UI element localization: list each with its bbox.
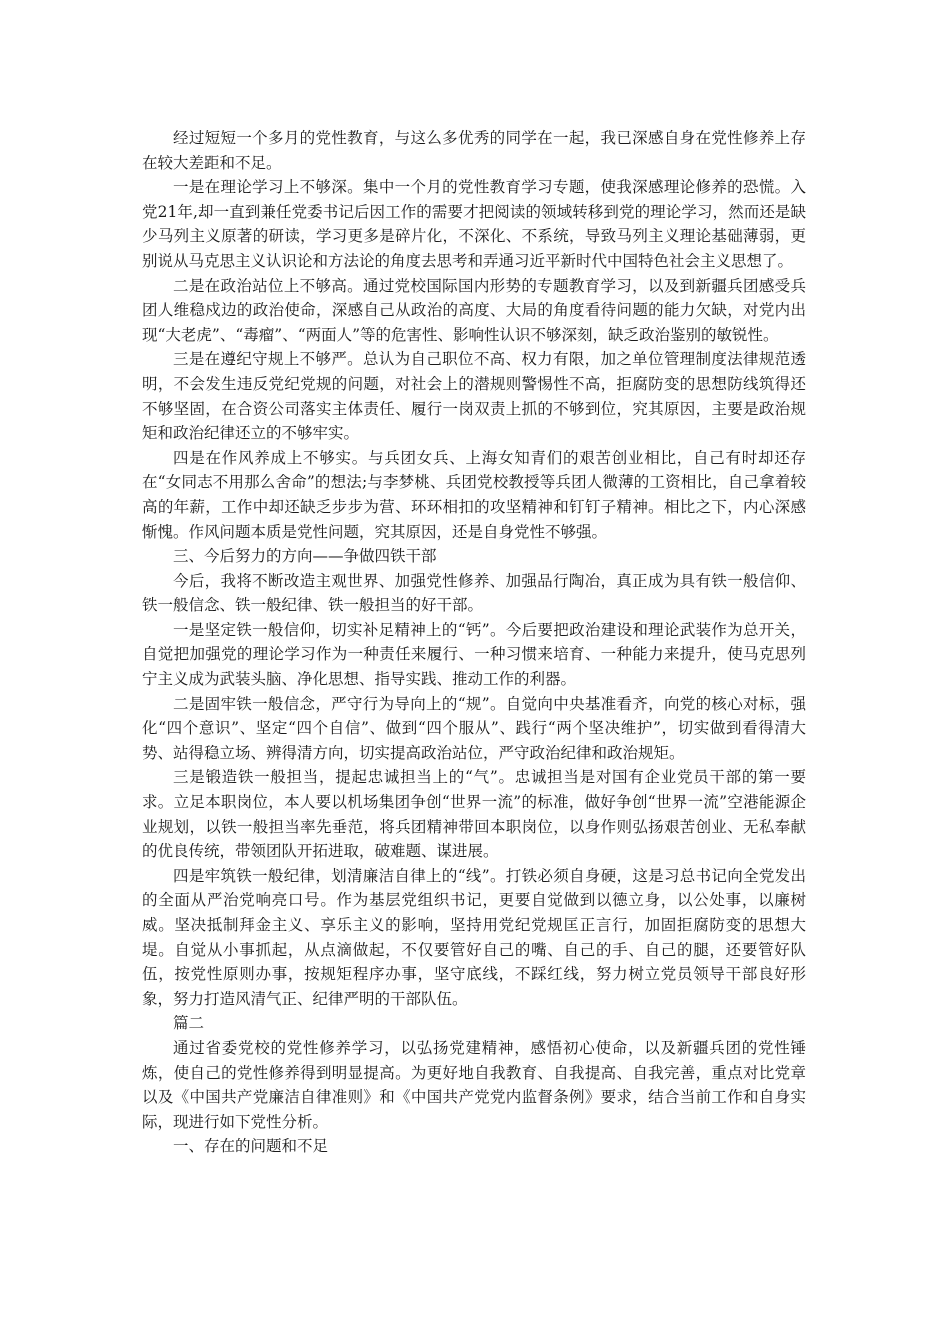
paragraph-iron-discipline: 四是牢筑铁一般纪律，划清廉洁自律上的“线”。打铁必须自身硬，这是习总书记向全党发出的全面从严治党响亮口号。作为基层党组织书记，更要自觉做到以德立身，以公处事，以廉树威。坚决抵制拜金主义、享乐主义的影响，坚持用党纪党规匡正言行，加固拒腐防变的思想大堤。自觉从小事抓起，从点滴做起，不仅要管好自己的嘴、自己的手、自己的腿，还要管好队伍，按党性原则办事，按规矩程序办事，坚守底线，不踩红线，努力树立党员领导干部良好形象，努力打造风清气正、纪律严明的干部队伍。: [142, 866, 806, 1008]
paragraph-faith: 一是坚定铁一般信仰，切实补足精神上的“钙”。今后要把政治建设和理论武装作为总开关，自觉把加强党的理论学习作为一种责任来履行、一种习惯来培育、一种能力来提升，使马克思列宁主义成为武装头脑、净化思想、指导实践、推动工作的利器。: [142, 620, 806, 689]
paragraph-responsibility: 三是锻造铁一般担当，提起忠诚担当上的“气”。忠诚担当是对国有企业党员干部的第一要求。立足本职岗位，本人要以机场集团争创“世界一流”的标准，做好争创“世界一流”空港能源企业规划，以铁一般担当率先垂范，将兵团精神带回本职岗位，以身作则弘扬艰苦创业、无私奉献的优良传统，带领团队开拓进取，破难题、谋进展。: [142, 768, 806, 861]
paragraph-work-style: 四是在作风养成上不够实。与兵团女兵、上海女知青们的艰苦创业相比，自己有时却还存在“女同志不用那么舍命”的想法;与李梦桃、兵团党校教授等兵团人微薄的工资相比，自己拿着较高的年薪，工作中却还缺乏步步为营、环环相扣的攻坚精神和钉钉子精神。相比之下，内心深感惭愧。作风问题本质是党性问题，究其原因，还是自身党性不够强。: [142, 448, 806, 541]
paragraph-part-two-intro: 通过省委党校的党性修养学习，以弘扬党建精神，感悟初心使命，以及新疆兵团的党性锤炼，使自己的党性修养得到明显提高。为更好地自我教育、自我提高、自我完善，重点对比党章以及《中国共产党廉洁自律准则》和《中国共产党党内监督条例》要求，结合当前工作和自身实际，现进行如下党性分析。: [142, 1038, 806, 1131]
paragraph-opening: 经过短短一个多月的党性教育，与这么多优秀的同学在一起，我已深感自身在党性修养上存在较大差距和不足。: [142, 129, 806, 172]
paragraph-future-intro: 今后，我将不断改造主观世界、加强党性修养、加强品行陶冶，真正成为具有铁一般信仰、铁一般信念、铁一般纪律、铁一般担当的好干部。: [142, 571, 806, 615]
paragraph-political-stance: 二是在政治站位上不够高。通过党校国际国内形势的专题教育学习，以及到新疆兵团感受兵团人维稳戍边的政治使命，深感自己从政治的高度、大局的角度看待问题的能力欠缺，对党内出现“大老虎”、“毒瘤”、“两面人”等的危害性、影响性认识不够深刻，缺乏政治鉴别的敏锐性。: [142, 276, 806, 344]
paragraph-conviction: 二是固牢铁一般信念，严守行为导向上的“规”。自觉向中央基准看齐，向党的核心对标，强化“四个意识”、坚定“四个自信”、做到“四个服从”、践行“两个坚决维护”，切实做到看得清大势、站得稳立场、辨得清方向，切实提高政治站位，严守政治纪律和政治规矩。: [142, 694, 806, 762]
section-heading-problems: 一、存在的问题和不足: [173, 1137, 329, 1156]
section-heading-part-two: 篇二: [173, 1014, 205, 1033]
paragraph-theory-study: 一是在理论学习上不够深。集中一个月的党性教育学习专题，使我深感理论修养的恐慌。入党21年,却一直到兼任党委书记后因工作的需要才把阅读的领域转移到党的理论学习，然而还是缺少马列主义原著的研读，学习更多是碎片化，不深化、不系统，导致马列主义理论基础薄弱，更别说从马克思主义认识论和方法论的角度去思考和弄通习近平新时代中国特色社会主义思想了。: [142, 178, 806, 270]
section-heading-future-direction: 三、今后努力的方向——争做四铁干部: [173, 547, 437, 566]
paragraph-discipline: 三是在遵纪守规上不够严。总认为自己职位不高、权力有限，加之单位管理制度法律规范透明，不会发生违反党纪党规的问题，对社会上的潜规则警惕性不高，拒腐防变的思想防线筑得还不够坚固，在合资公司落实主体责任、履行一岗双责上抓的不够到位，究其原因，主要是政治规矩和政治纪律还立的不够牢实。: [142, 350, 806, 443]
document-body: [142, 126, 806, 1159]
